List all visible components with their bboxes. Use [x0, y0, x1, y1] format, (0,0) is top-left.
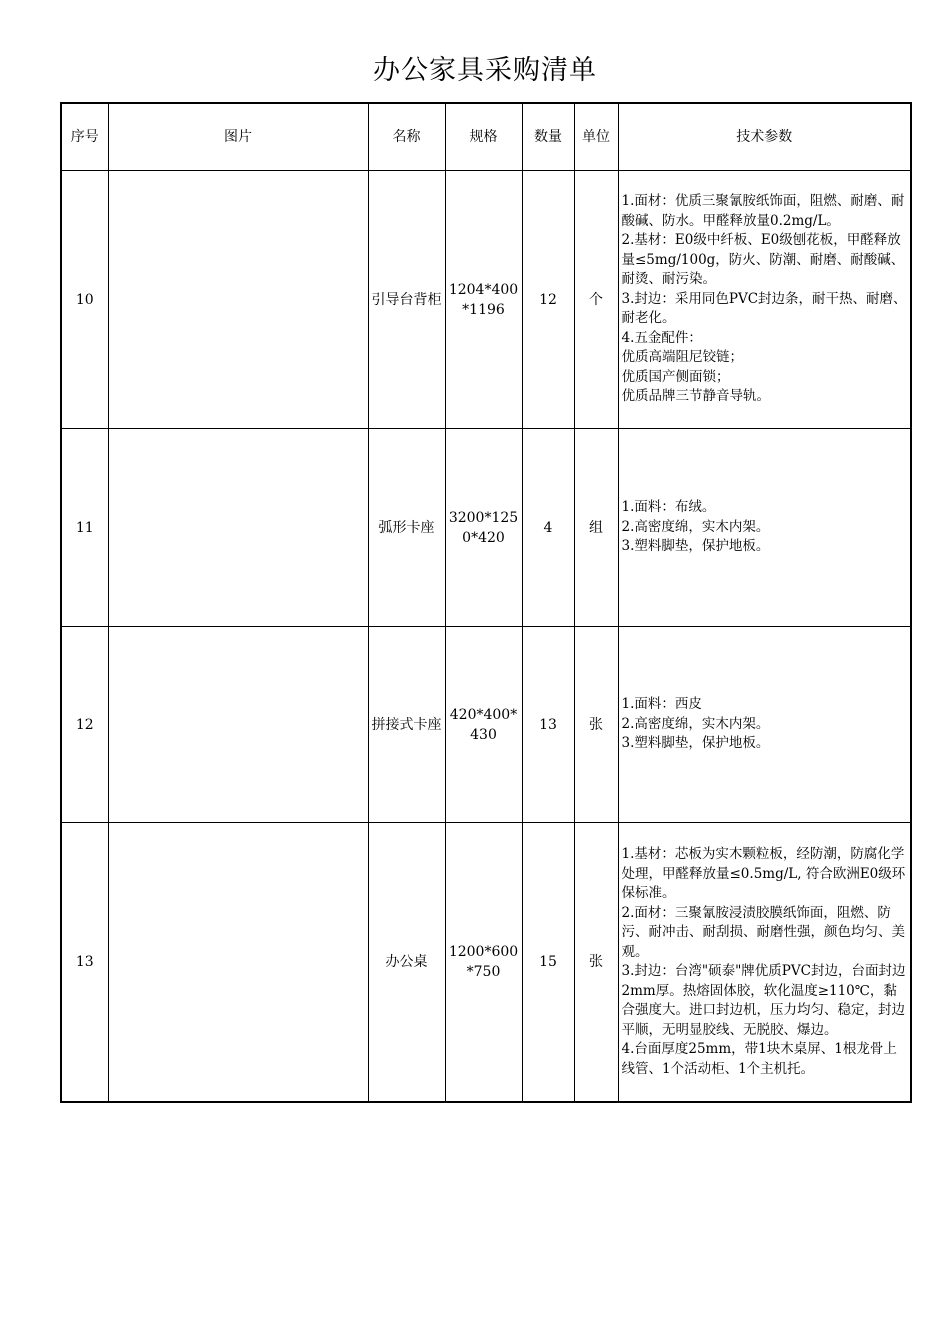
- cell-spec: 1200*600*750: [445, 823, 522, 1103]
- param-line: 2.基材：E0级中纤板、E0级刨花板，甲醛释放量≤5mg/100g，防火、防潮、耐磨、耐酸碱、耐烫、耐污染。: [621, 232, 905, 288]
- cell-name: 弧形卡座: [368, 429, 445, 627]
- param-line: 2.面材：三聚氰胺浸渍胶膜纸饰面，阻燃、防污、耐冲击、耐刮损、耐磨性强，颜色均匀、美观。: [621, 904, 905, 960]
- cell-image: [108, 823, 368, 1103]
- cell-image: [108, 429, 368, 627]
- cell-image: [108, 171, 368, 429]
- param-line: 4.五金配件：: [621, 329, 702, 346]
- cell-index: 10: [61, 171, 108, 429]
- param-line: 4.台面厚度25mm，带1块木桌屏、1根龙骨上线管、1个活动柜、1个主机托。: [621, 1041, 897, 1077]
- header-name: 名称: [368, 103, 445, 171]
- param-line: 1.面材：优质三聚氰胺纸饰面，阻燃、耐磨、耐酸碱、防水。甲醛释放量0.2mg/L。: [621, 193, 905, 229]
- cell-params: [618, 171, 911, 429]
- param-line: 3.封边：台湾"硕泰"牌优质PVC封边，台面封边2mm厚。热熔固体胶，软化温度≥110℃，黏合强度大。进口封边机，压力均匀、稳定，封边平顺，无明显胶线、无脱胶、爆边。: [621, 963, 906, 1038]
- cell-unit: 张: [574, 823, 618, 1103]
- cell-qty: 13: [522, 627, 574, 823]
- page-title: 办公家具采购清单: [373, 55, 597, 86]
- cell-spec: 1204*400*1196: [445, 171, 522, 429]
- cell-name: 引导台背柜: [368, 171, 445, 429]
- cell-qty: 15: [522, 823, 574, 1103]
- header-qty: 数量: [522, 103, 574, 171]
- cell-index: 13: [61, 823, 108, 1103]
- cell-spec: 3200*1250*420: [445, 429, 522, 627]
- cell-qty: 12: [522, 171, 574, 429]
- cell-index: 12: [61, 627, 108, 823]
- param-line: 优质高端阻尼铰链；: [621, 349, 743, 366]
- header-spec: 规格: [445, 103, 522, 171]
- header-image: 图片: [108, 103, 368, 171]
- cell-params: [618, 627, 911, 823]
- cell-index: 11: [61, 429, 108, 627]
- cell-name: 拼接式卡座: [368, 627, 445, 823]
- table-row: [61, 627, 911, 823]
- cell-params: [618, 823, 911, 1103]
- table-row: [61, 171, 911, 429]
- cell-unit: 个: [574, 171, 618, 429]
- header-row: [61, 103, 911, 171]
- param-line: 1.面料：西皮: [621, 696, 702, 713]
- param-line: 2.高密度绵，实木内架。: [621, 715, 770, 732]
- cell-unit: 张: [574, 627, 618, 823]
- cell-image: [108, 627, 368, 823]
- cell-name: 办公桌: [368, 823, 445, 1103]
- cell-spec: 420*400*430: [445, 627, 522, 823]
- param-line: 优质国产侧面锁；: [621, 368, 730, 385]
- table-row: [61, 429, 911, 627]
- header-unit: 单位: [574, 103, 618, 171]
- cell-qty: 4: [522, 429, 574, 627]
- header-params: 技术参数: [618, 103, 911, 171]
- procurement-table: [60, 102, 912, 1103]
- param-line: 3.塑料脚垫，保护地板。: [621, 538, 770, 555]
- table-row: [61, 823, 911, 1103]
- param-line: 2.高密度绵，实木内架。: [621, 518, 770, 535]
- param-line: 3.封边：采用同色PVC封边条，耐干热、耐磨、耐老化。: [621, 290, 907, 327]
- param-line: 优质品牌三节静音导轨。: [621, 388, 770, 405]
- cell-params: [618, 429, 911, 627]
- header-index: 序号: [61, 103, 108, 171]
- cell-unit: 组: [574, 429, 618, 627]
- param-line: 3.塑料脚垫，保护地板。: [621, 735, 770, 752]
- param-line: 1.面料：布绒。: [621, 499, 716, 516]
- param-line: 1.基材：芯板为实木颗粒板，经防潮，防腐化学处理，甲醛释放量≤0.5mg/L, 符合欧洲E0级环保标准。: [621, 846, 906, 901]
